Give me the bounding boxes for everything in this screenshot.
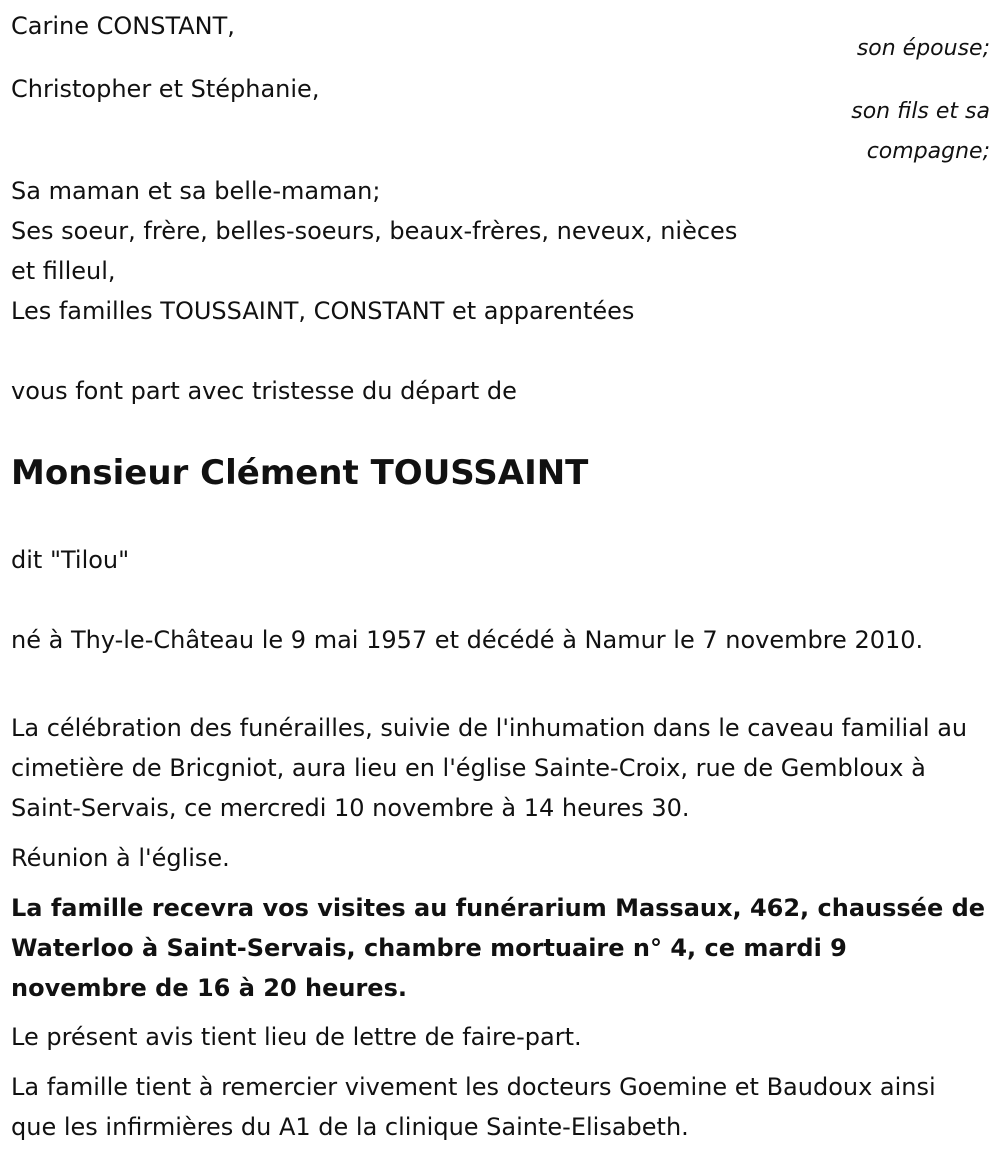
deceased-name: Monsieur Clément TOUSSAINT bbox=[11, 453, 589, 493]
children-role-line2: compagne; bbox=[866, 139, 990, 164]
thanks-paragraph: La famille tient à remercier vivement les docteurs Goemine et Baudoux ainsi que les infirmières du A1 de la clinique Sainte-Elisabeth. bbox=[11, 1073, 936, 1141]
spouse-role: son épouse; bbox=[856, 36, 990, 61]
nickname: dit "Tilou" bbox=[11, 546, 130, 574]
birth-death-paragraph: né à Thy-le-Château le 9 mai 1957 et décédé à Namur le 7 novembre 2010. bbox=[11, 626, 924, 654]
funeral-paragraph: La célébration des funérailles, suivie de l'inhumation dans le caveau familial au cimetière de Bricgniot, aura lieu en l'église Sainte-Croix, rue de Gembloux à Saint-Servais, ce mercredi 10 novembre à 14 heures 30. bbox=[11, 714, 968, 822]
children-names: Christopher et Stéphanie, bbox=[11, 75, 320, 103]
children-role-line1: son fils et sa bbox=[851, 99, 990, 124]
mother-line: Sa maman et sa belle-maman; bbox=[11, 177, 381, 205]
notice-paragraph: Le présent avis tient lieu de lettre de faire-part. bbox=[11, 1023, 582, 1051]
siblings-line1: Ses soeur, frère, belles-soeurs, beaux-frères, neveux, nièces bbox=[11, 217, 738, 245]
families-line: Les familles TOUSSAINT, CONSTANT et apparentées bbox=[11, 297, 635, 325]
siblings-line2: et filleul, bbox=[11, 257, 116, 285]
spouse-name: Carine CONSTANT, bbox=[11, 12, 235, 40]
visits-paragraph: La famille recevra vos visites au funérarium Massaux, 462, chaussée de Waterloo à Saint-Servais, chambre mortuaire n° 4, ce mardi 9 novembre de 16 à 20 heures. bbox=[11, 894, 986, 1002]
announcement: vous font part avec tristesse du départ de bbox=[11, 377, 517, 405]
meeting-paragraph: Réunion à l'église. bbox=[11, 844, 230, 872]
